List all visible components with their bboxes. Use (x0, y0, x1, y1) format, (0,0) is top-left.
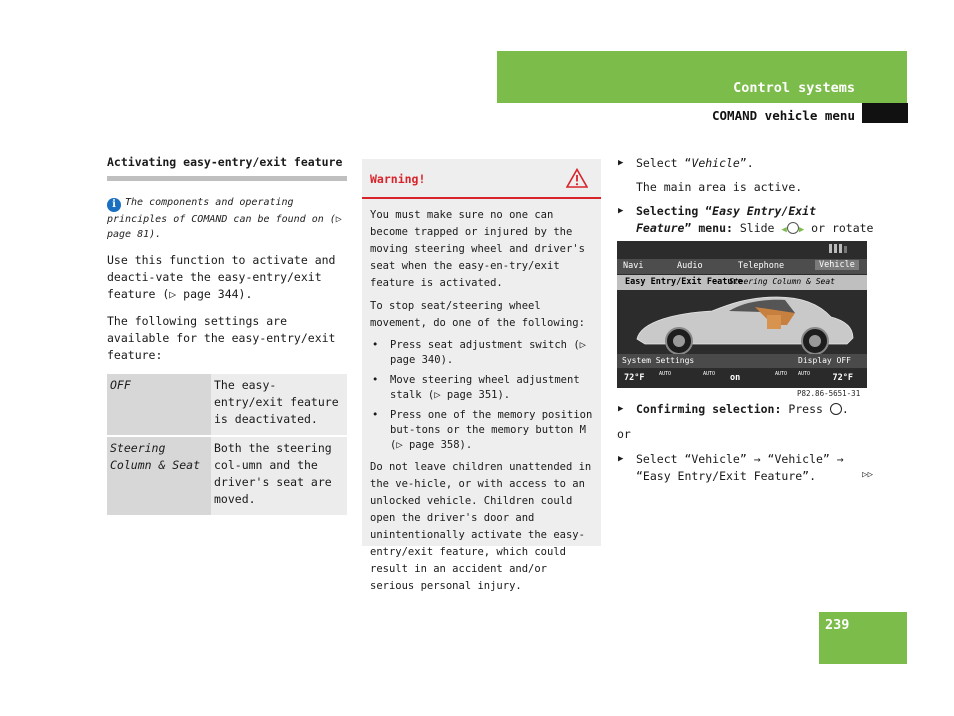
paragraph-settings: The following settings are available for the easy-entry/exit feature: (107, 314, 336, 362)
step-select-vehicle (617, 155, 877, 172)
image-caption: P82.86-5651-31 (797, 389, 861, 398)
info-note-text: The components and operating principles of COMAND can be found on (▷ page 81). (107, 197, 342, 240)
step-label: Confirming selection: (636, 402, 782, 416)
step-confirm (617, 401, 877, 418)
controller-knob-icon (787, 222, 799, 234)
section-subtitle: COMAND vehicle menu (712, 108, 855, 123)
section-title: Control systems (733, 80, 855, 96)
display-climate-bar (617, 370, 867, 388)
slide-controller-icon: ▶ (798, 225, 805, 235)
warning-paragraph: To stop seat/steering wheel movement, do one of the following: (370, 300, 585, 329)
display-menu-bar (617, 259, 867, 274)
display-bottom-bar (617, 354, 867, 368)
step-alternative (617, 451, 877, 485)
step-arrow-icon: ▶ (618, 158, 624, 168)
display-menu-item-active: Vehicle (815, 260, 859, 270)
column-left (107, 155, 347, 515)
menu-item-name: Easy Entry/Exit Feature (636, 204, 817, 235)
temp-left: 72°F (624, 373, 645, 383)
slide-controller-icon: ◀ (781, 225, 787, 235)
auto-label: AUTO (659, 371, 672, 377)
display-menu-item: Audio (677, 261, 703, 271)
step-text: . (841, 402, 849, 416)
info-icon: i (107, 198, 121, 212)
display-selection-sub: Steering Column & Seat (729, 277, 835, 286)
page-number-box (819, 612, 907, 664)
column-right-lower (617, 401, 877, 492)
warning-paragraph: Do not leave children unattended in the ve-hicle, or with access to an unlocked vehicle. Children could open the driver's door and unintentionally activate the easy-entry/exit feature, which could result in an accident and/or serious personal injury. (370, 461, 592, 592)
step-text: ”. (739, 156, 754, 170)
or-text: or (617, 427, 631, 441)
press-controller-icon (830, 403, 842, 415)
warning-title: Warning! (370, 172, 426, 186)
climate-on: on (730, 373, 741, 383)
display-selection-bar (617, 275, 867, 290)
step-result: The main area is active. (636, 180, 803, 194)
table-cell-setting: OFF (107, 374, 211, 436)
continue-arrow-icon: ▷▷ (862, 470, 873, 480)
step-text: Press (781, 402, 830, 416)
auto-label: AUTO (703, 371, 716, 377)
display-selection-main: Easy Entry/Exit Feature (625, 277, 743, 287)
paragraph-intro: Use this function to activate and deacti-vate the easy-entry/exit feature (▷ page 344). (107, 253, 336, 301)
list-item: • Press one of the memory position but-tons or the memory button M (▷ page 358). (370, 408, 593, 453)
table-row (107, 374, 347, 436)
auto-label: AUTO (798, 371, 811, 377)
comand-display-image (617, 241, 867, 388)
page-number: 239 (825, 617, 850, 633)
list-item: • Press seat adjustment switch (▷ page 340). (370, 338, 593, 368)
temp-right: 72°F (832, 373, 853, 383)
display-menu-item: Telephone (738, 261, 785, 271)
warning-list (370, 338, 593, 453)
step-label: ” menu: (684, 221, 733, 235)
step-text: Slide (732, 221, 782, 235)
info-note (107, 195, 347, 242)
display-off: Display OFF (798, 356, 851, 365)
warning-box (362, 159, 601, 592)
step-arrow-icon: ▶ (618, 404, 624, 414)
warning-body (362, 199, 601, 595)
settings-table (107, 374, 347, 515)
auto-label: AUTO (775, 371, 788, 377)
step-label: Selecting “ (636, 204, 713, 218)
table-cell-description: The easy-entry/exit feature is deactivated. (211, 374, 347, 436)
step-text: Select “Vehicle” → “Vehicle” → “Easy Entry/Exit Feature”. (636, 452, 844, 483)
warning-header (362, 159, 601, 199)
header-tab-marker (862, 103, 908, 123)
table-cell-description: Both the steering col-umn and the driver's seat are moved. (211, 436, 347, 515)
list-item: • Move steering wheel adjustment stalk (▷ page 351). (370, 373, 593, 403)
menu-item-name: Vehicle (691, 156, 740, 170)
section-heading: Activating easy-entry/exit feature (107, 155, 347, 181)
step-text: or rotate (804, 221, 874, 235)
warning-triangle-icon (566, 168, 588, 188)
step-arrow-icon: ▶ (618, 206, 624, 216)
display-system-settings: System Settings (622, 356, 695, 365)
table-row (107, 436, 347, 515)
table-cell-setting: Steering Column & Seat (107, 436, 211, 515)
step-arrow-icon: ▶ (618, 454, 624, 464)
step-text: Select “ (636, 156, 692, 170)
warning-paragraph: You must make sure no one can become trapped or injured by the moving steering wheel and driver's seat when the easy-en-try/exit feature is activated. (370, 209, 585, 289)
display-menu-item: Navi (623, 261, 644, 271)
